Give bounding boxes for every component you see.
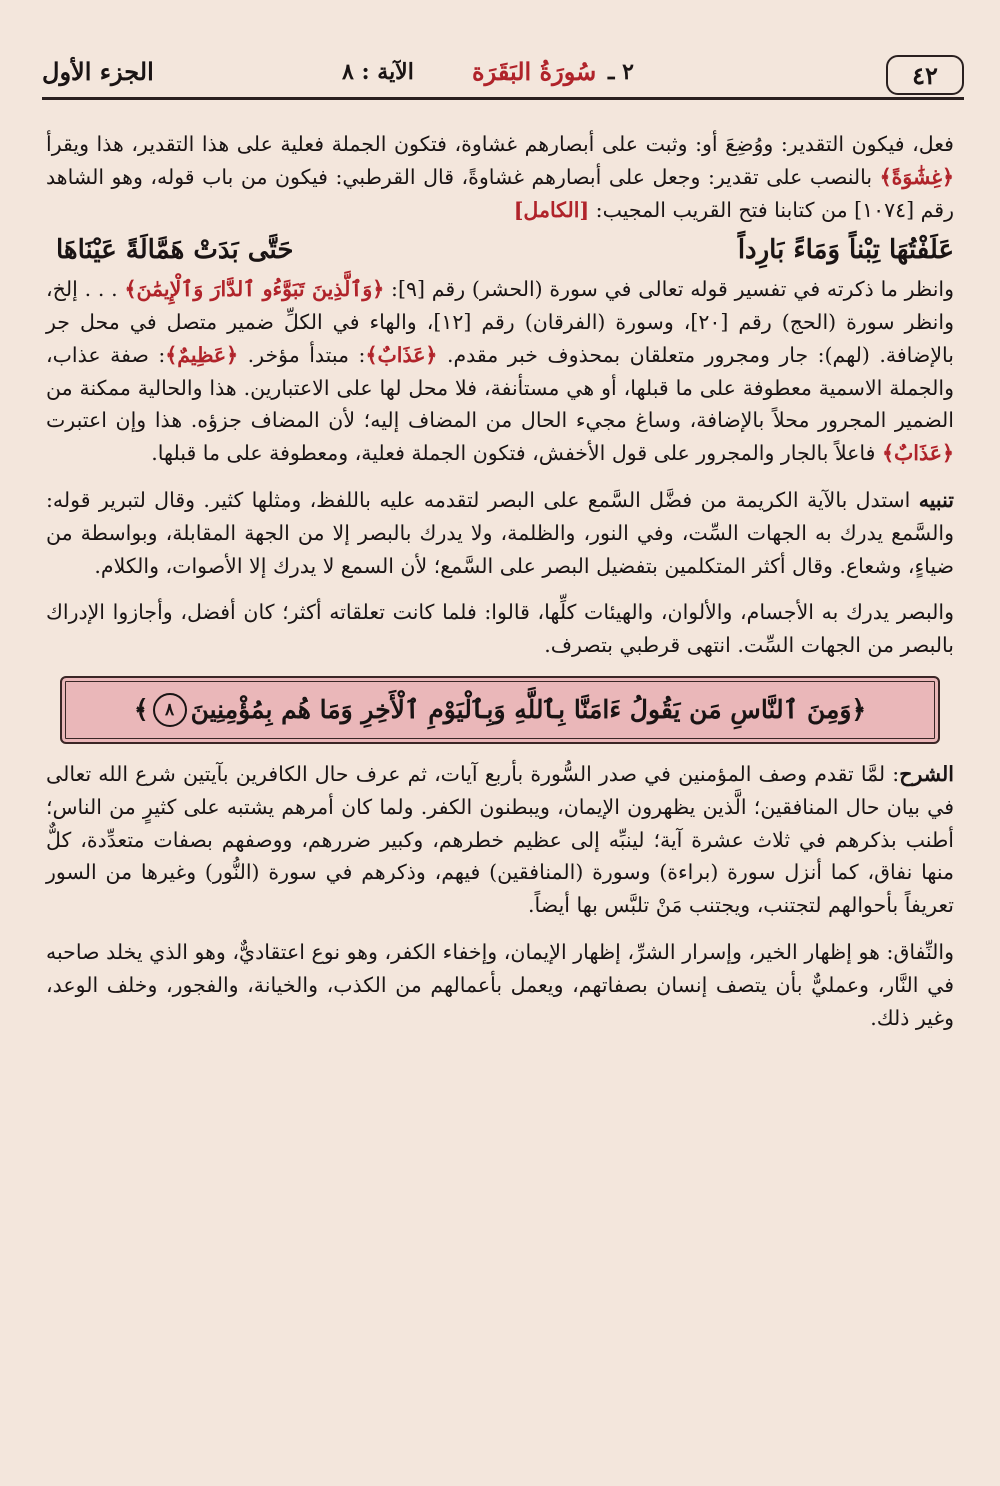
text: استدل بالآية الكريمة من فضَّل السَّمع على البصر لتقدمه عليه باللفظ، ومثلها كثير. وقال لتبرير قوله: والسَّمع يدرك به الجهات السِّت، وفي النور، والظلمة، ولا يدرك بالبصر إلا من الجهة المقابلة، وبواسطة من ضياءٍ، وشعاع. وقال أكثر المتكلمين بتفضيل البصر على السَّمع؛ لأن السمع لا يدرك إلا الأصوات، والكلام. bbox=[46, 487, 954, 578]
poem-verse bbox=[46, 234, 954, 267]
paragraph-6 bbox=[46, 936, 954, 1034]
text: : لمَّا تقدم وصف المؤمنين في صدر السُّورة بأربع آيات، ثم عرف حال الكافرين بآيتين شرع الله تعالى في بيان حال المنافقين؛ الَّذين يظهرون الإيمان، ويبطنون الكفر. ولما كان أمرهم يشتبه على كثيرٍ من الناس؛ أطنب بذكرهم في ثلاث عشرة آية؛ لينبِّه إلى عظيم خطرهم، وكبير ضررهم، ووصفهم بصفات متعدِّدة، كلٌّ منها نفاق، كما أنزل سورة (براءة) وسورة (المنافقين) فيهم، وذكرهم في سورة (النُّور) وغيرها من السور تعريفاً بأحوالهم لتجتنب، ويجتنب مَنْ تلبَّس بها أيضاً. bbox=[46, 761, 954, 918]
ayah-number-marker: ٨ bbox=[153, 693, 187, 727]
page-content bbox=[46, 128, 954, 1034]
text: : صفة عذاب، والجملة الاسمية معطوفة على ما قبلها، أو هي مستأنفة، فلا محل لها على الاعتبارين. هذا والحالية ممكنة من الضمير المجرور محلاً بالإضافة، وساغ مجيء الحال من المضاف إليه؛ لأن المضاف جزؤه. هذا وإن اعتبرت bbox=[46, 342, 954, 433]
paragraph-2 bbox=[46, 273, 954, 470]
quran-verse-box bbox=[60, 676, 940, 744]
quran-word: ﴿عَظِيمٌ﴾ bbox=[165, 342, 239, 367]
paragraph-4 bbox=[46, 596, 954, 662]
paragraph-1 bbox=[46, 128, 954, 226]
quran-word: ﴿غِشَٰوَةً﴾ bbox=[879, 164, 955, 189]
paragraph-3 bbox=[46, 484, 954, 582]
surah-number: ٢ ـ bbox=[608, 59, 634, 85]
verse-close-bracket: ﴾ bbox=[133, 694, 149, 724]
explanation-label: الشرح bbox=[899, 761, 954, 786]
text: والنِّفاق: هو إظهار الخير، وإسرار الشرِّ، إظهار الإيمان، وإخفاء الكفر، وهو نوع اعتقاديٌّ، وهو الذي يخلد صاحبه في النَّار، وعمليٌّ بأن يتصف إنسان بصفاتهم، ويعمل بأعمالهم من الكذب، والخيانة، والفجور، وخلف الوعد، وغير ذلك. bbox=[46, 939, 954, 1030]
verse-text: ﴿وَمِنَ ٱلنَّاسِ مَن يَقُولُ ءَامَنَّا بِٱللَّهِ وَبِٱلْيَوْمِ ٱلْأَخِرِ وَمَا هُم بِمُؤْمِنِينَ bbox=[190, 694, 867, 724]
part-name: الجزء الأول bbox=[42, 57, 154, 86]
poem-meter: [الكامل] bbox=[513, 197, 590, 222]
text: والبصر يدرك به الأجسام، والألوان، والهيئات كلِّها، قالوا: فلما كانت تعلقاته أكثر؛ كان أفضل، وأجازوا الإدراك بالبصر من الجهات السِّت. انتهى قرطبي بتصرف. bbox=[46, 600, 954, 658]
page-number: ٤٢ bbox=[886, 55, 964, 95]
text: فعل، فيكون التقدير: ووُضِعَ أو: وثبت على أبصارهم غشاوة، فتكون الجملة فعلية على هذا التقدير، هذا ويقرأ bbox=[46, 132, 954, 156]
quran-quote: ﴿وَٱلَّذِينَ تَبَوَّءُو ٱلدَّارَ وَٱلْإِيمَٰنَ﴾ bbox=[124, 277, 385, 302]
paragraph-5 bbox=[46, 758, 954, 922]
quran-word: ﴿عَذَابٌ﴾ bbox=[365, 342, 438, 367]
text: فاعلاً بالجار والمجرور على قول الأخفش، فتكون الجملة فعلية، ومعطوفة على ما قبلها. bbox=[151, 441, 882, 466]
poem-hemistich-1: عَلَفْتُهَا تِبْناً وَمَاءً بَارِداً bbox=[737, 235, 954, 266]
text: وانظر ما ذكرته في تفسير قوله تعالى في سورة (الحشر) رقم [٩]: bbox=[384, 277, 954, 302]
page-header bbox=[42, 55, 964, 101]
quran-word: ﴿عَذَابٌ﴾ bbox=[881, 441, 954, 466]
text: بالنصب على تقدير: وجعل على أبصارهم غشاوةً، قال القرطبي: فيكون من باب قوله، وهو الشاهد رقم [١٠٧٤] من كتابنا فتح القريب المجيب: bbox=[46, 164, 954, 222]
ayah-reference: الآية : ٨ bbox=[342, 59, 414, 85]
text: . . . إلخ، وانظر سورة (الحج) رقم [٢٠]، وسورة (الفرقان) رقم [١٢]، والهاء في الكلِّ ضمير متصل في محل جر بالإضافة. (لهم): جار ومجرور متعلقان بمحذوف خبر مقدم. bbox=[46, 277, 954, 367]
surah-name: سُورَةُ البَقَرَة bbox=[472, 57, 597, 86]
poem-hemistich-2: حَتَّى بَدَتْ هَمَّالَةً عَيْنَاهَا bbox=[56, 235, 294, 266]
header-divider bbox=[42, 97, 964, 100]
text: : مبتدأ مؤخر. bbox=[238, 342, 366, 367]
note-label: تنبيه bbox=[918, 487, 954, 512]
